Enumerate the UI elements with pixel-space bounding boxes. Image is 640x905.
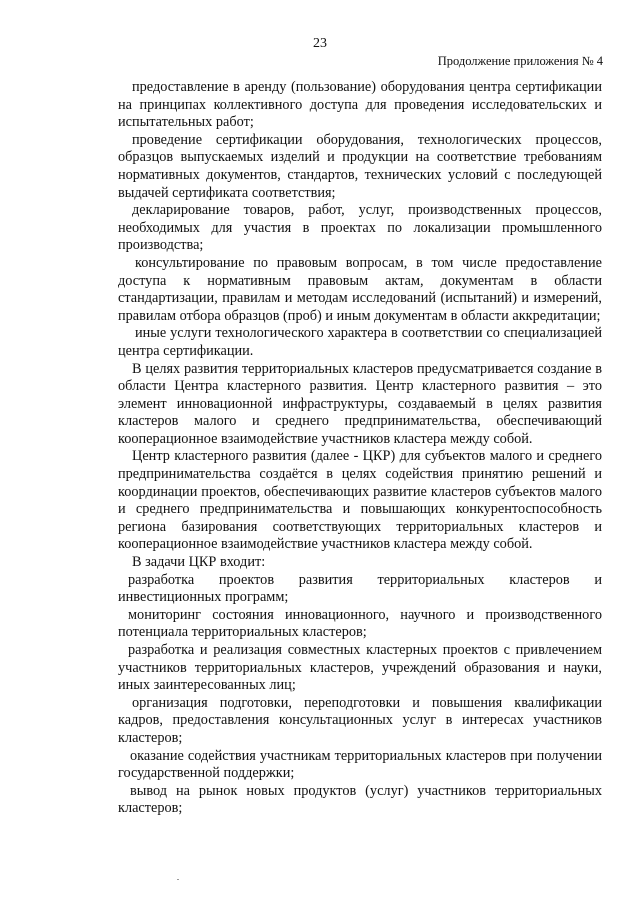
paragraph-certification: проведение сертификации оборудования, технологических процессов, образцов выпускаемых изделий и продукции на соответствие требованиям нормативных документов, стандартов, технических условий с последующей выдачей сертификата соответствия; [118,131,602,201]
appendix-note: Продолжение приложения № 4 [437,54,603,68]
paragraph-cluster-center: В целях развития территориальных кластеров предусматривается создание в области Центра кластерного развития. Центр кластерного развития – это элемент инновационной инфраструктуры, создаваемый в целях развития кластеров малого и среднего предпринимательства, обеспечивающий кооперационное взаимодействие участников кластера между собой. [118,360,602,447]
paragraph-other-services: иные услуги технологического характера в соответствии со специализацией центра сертификации. [118,325,602,359]
paragraph-task-training: организация подготовки, переподготовки и повышения квалификации кадров, предоставления консультационных услуг в интересах участников кластеров; [118,694,602,746]
paragraph-equipment-rental: предоставление в аренду (пользование) оборудования центра сертификации на принципах коллективного доступа для проведения исследовательских и испытательных работ; [118,79,602,131]
paragraph-task-monitoring: мониторинг состояния инновационного, научного и производственного потенциала территориальных кластеров; [118,606,602,641]
page-number: 23 [313,36,327,51]
paragraph-task-joint-projects: разработка и реализация совместных кластерных проектов с привлечением участников территориальных кластеров, учреждений образования и науки, иных заинтересованных лиц; [118,642,602,694]
paragraph-ckr-tasks-heading: В задачи ЦКР входит: [132,554,266,571]
paragraph-task-projects: разработка проектов развития территориальных кластеров и инвестиционных программ; [118,571,602,606]
paragraph-declaration: декларирование товаров, работ, услуг, производственных процессов, необходимых для участия в проектах по локализации промышленного производства; [118,202,602,254]
paragraph-ckr-definition: Центр кластерного развития (далее - ЦКР) для субъектов малого и среднего предпринимательства создаётся в целях содействия принятию решений и координации проектов, обеспечивающих развитие кластеров субъектов малого и среднего предпринимательства и повышающих конкурентоспособность региона базирования соответствующих территориальных кластеров и кооперационное взаимодействие участников кластера между собой. [118,448,602,553]
paragraph-task-market-entry: вывод на рынок новых продуктов (услуг) участников территориальных кластеров; [118,782,602,817]
scan-speck [177,879,179,880]
paragraph-legal-consulting: консультирование по правовым вопросам, в том числе предоставление доступа к нормативным правовым актам, документам в области стандартизации, правилам и методам исследований (испытаний) и измерений, правилам отбора образцов (проб) и иным документам в области аккредитации; [118,254,602,324]
body-text [118,79,602,818]
paragraph-task-state-support: оказание содействия участникам территориальных кластеров при получении государственной поддержки; [118,747,602,782]
